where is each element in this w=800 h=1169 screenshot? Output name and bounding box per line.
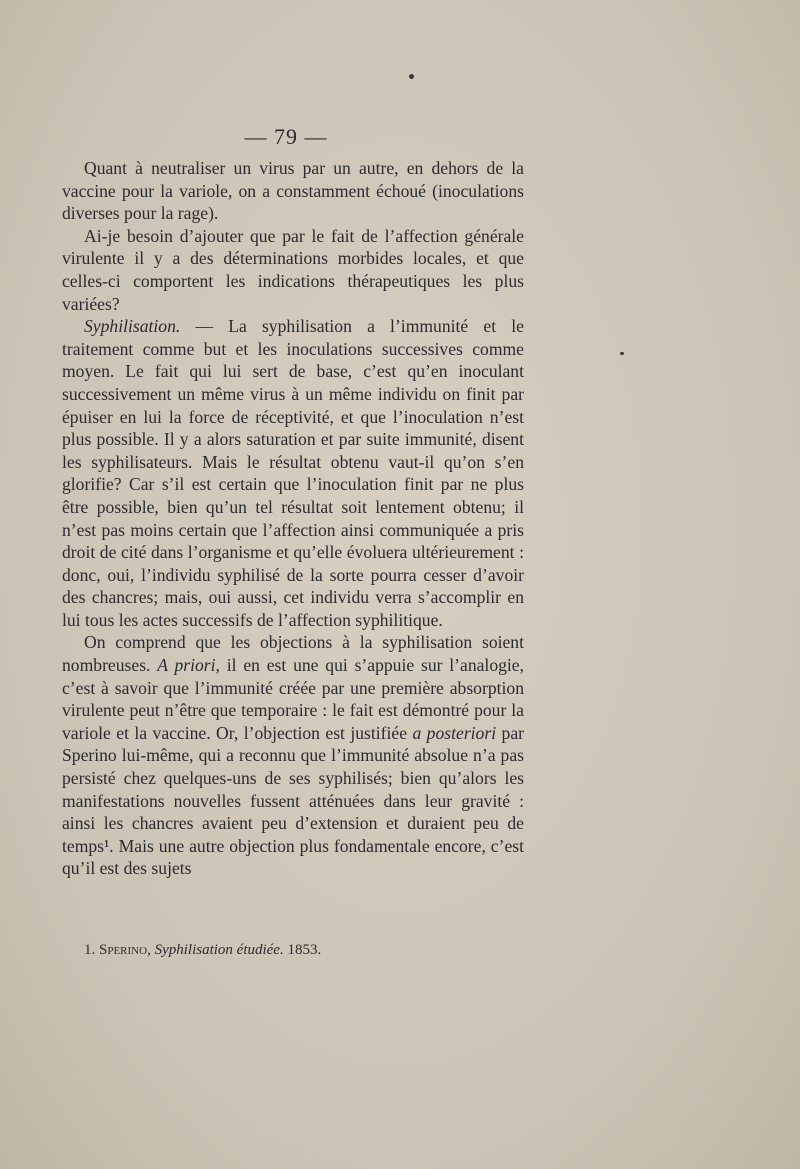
footnote-title: Syphilisation étudiée. — [154, 942, 284, 958]
text-run: — La syphilisation a l’immunité et le traitement comme but et les inoculations successives comme moyen. Le fait qui lui sert de base, c’est qu’en inoculant successivement un même virus à un même individu on finit par épuiser en lui la force de réceptivité, et que l’inoculation n’est plus possible. Il y a alors saturation et par suite immunité, disent les syphilisateurs. Mais le résultat obtenu vaut-il qu’on s’en glorifie? Car s’il est certain que l’inoculation finit par ne plus être possible, bien qu’un tel résultat soit lentement obtenu; il n’est pas moins certain que l’affection ainsi communiquée a pris droit de cité dans l’organisme et qu’elle évoluera ultérieurement : donc, oui, l’individu syphilisé de la sorte pourra cesser d’avoir des chancres; mais, oui aussi, cet individu verra s’accomplir en lui tous les actes successifs de l’affection syphilitique. — [62, 316, 524, 630]
paragraph — [62, 157, 524, 225]
italic-text: A priori, — [157, 655, 220, 676]
body-text — [62, 157, 524, 880]
paragraph — [62, 631, 524, 880]
text-run: On comprend que les objections à la syphilisation soient nombreuses. — [62, 632, 524, 676]
italic-text: Syphilisation. — [84, 316, 181, 337]
footnote-number: 1. — [84, 942, 96, 958]
italic-text: a posteriori — [412, 722, 497, 743]
ink-speck — [620, 352, 624, 355]
text-run: il en est une qui s’appuie sur l’analogie, c’est à savoir que l’immunité créée par une première absorption virulente peut n’être que temporaire : le fait est démontré pour la variole et la vaccine. Or, l’objection est justifiée — [62, 655, 525, 743]
footnote: 1. Sperino, Syphilisation étudiée. 1853. — [84, 942, 322, 958]
footnote-author: Sperino — [99, 942, 148, 958]
footnote-year: 1853. — [287, 942, 322, 958]
text-run: par Sperino lui-même, qui a reconnu que l’immunité absolue n’a pas persisté chez quelques-uns de ses syphilisés; bien qu’alors les manifestations nouvelles fussent atténuées dans leur gravité : ainsi les chancres avaient peu d’extension et duraient peu de temps¹. Mais une autre objection plus fondamentale encore, c’est qu’il est des sujets — [62, 722, 524, 879]
paragraph — [62, 225, 524, 315]
text-run: Quant à neutraliser un virus par un autre, en dehors de la vaccine pour la variole, on a constamment échoué (inoculations diverses pour la rage). — [62, 158, 524, 224]
text-run: Ai-je besoin d’ajouter que par le fait de l’affection générale virulente il y a des déterminations morbides locales, et que celles-ci comportent les indications thérapeutiques les plus variées? — [62, 225, 524, 314]
paragraph — [62, 315, 524, 631]
page-number: — 79 — — [244, 124, 328, 149]
ink-speck — [409, 74, 414, 79]
